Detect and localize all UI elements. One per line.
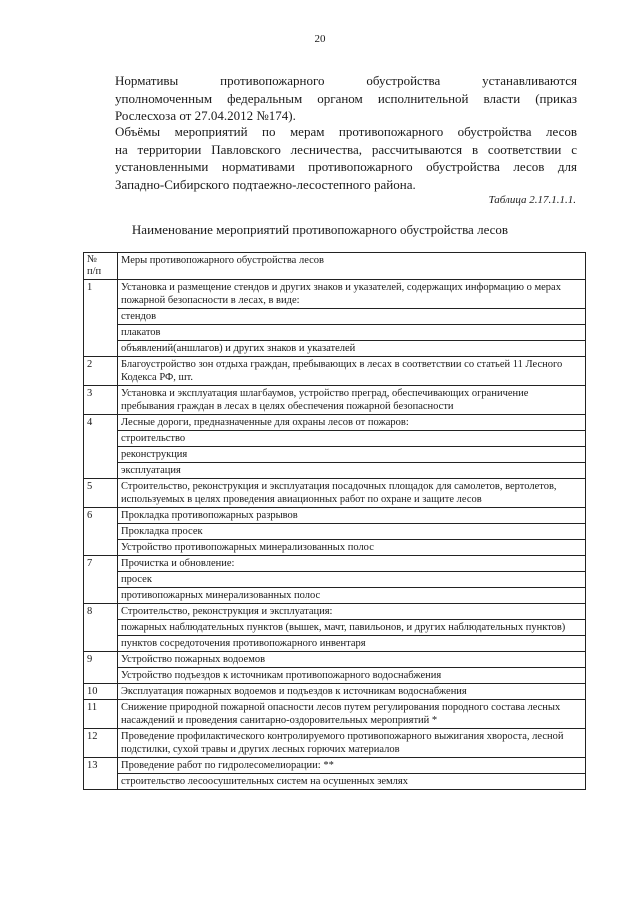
table-caption: Таблица 2.17.1.1.1. xyxy=(488,194,576,206)
paragraph-norms xyxy=(115,72,577,125)
measure-subitem-cell: реконструкция xyxy=(118,447,586,463)
table-row xyxy=(84,415,586,431)
measure-cell: Проведение работ по гидролесомелиорации: ** xyxy=(118,758,586,774)
measure-cell: Прокладка противопожарных разрывов xyxy=(118,508,586,524)
header-measure-cell: Меры противопожарного обустройства лесов xyxy=(118,253,586,280)
row-number-cell: 10 xyxy=(84,684,118,700)
table-row xyxy=(84,684,586,700)
table-header-row xyxy=(84,253,586,280)
table-subrow xyxy=(84,620,586,636)
table-subrow xyxy=(84,636,586,652)
row-number-cell: 7 xyxy=(84,556,118,604)
table-subrow xyxy=(84,588,586,604)
table-subrow xyxy=(84,463,586,479)
paragraph-norms-first-line: Нормативы противопожарного обустройства устанавливаются xyxy=(115,73,577,88)
measure-subitem-cell: Устройство противопожарных минерализованных полос xyxy=(118,540,586,556)
table-row xyxy=(84,556,586,572)
table-subrow xyxy=(84,540,586,556)
measure-subitem-cell: стендов xyxy=(118,309,586,325)
measure-cell: Установка и размещение стендов и других знаков и указателей, содержащих информацию о мерах пожарной безопасности в лесах, в виде: xyxy=(118,280,586,309)
table-row xyxy=(84,508,586,524)
measure-cell: Эксплуатация пожарных водоемов и подъездов к источникам водоснабжения xyxy=(118,684,586,700)
header-number-cell xyxy=(84,253,118,280)
measure-subitem-cell: пожарных наблюдательных пунктов (вышек, мачт, павильонов, и других наблюдательных пунктов) xyxy=(118,620,586,636)
row-number-cell: 6 xyxy=(84,508,118,556)
measure-subitem-cell: просек xyxy=(118,572,586,588)
header-number-line2: п/п xyxy=(87,266,102,277)
row-number-cell: 8 xyxy=(84,604,118,652)
paragraph-volumes xyxy=(115,123,577,193)
measure-cell: Благоустройство зон отдыха граждан, пребывающих в лесах в соответствии со статьей 11 Лесного Кодекса РФ, шт. xyxy=(118,357,586,386)
measure-cell: Строительство, реконструкция и эксплуатация посадочных площадок для самолетов, вертолетов, используемых в целях проведения авиационных работ по охране и защите лесов xyxy=(118,479,586,508)
paragraph-norms-rest: уполномоченным федеральным органом исполнительной власти (приказ Рослесхоза от 27.04.2012 №174). xyxy=(115,90,577,123)
table-row xyxy=(84,280,586,309)
table-subrow xyxy=(84,774,586,790)
row-number-cell: 9 xyxy=(84,652,118,684)
measure-subitem-cell: Прокладка просек xyxy=(118,524,586,540)
table-title: Наименование мероприятий противопожарного обустройства лесов xyxy=(131,222,509,237)
paragraph-volumes-rest: на территории Павловского лесничества, рассчитываются в соответствии с установленными нормативами противопожарного обустройства лесов для Западно-Сибирского подтаежно-лесостепного района. xyxy=(115,141,577,192)
row-number-cell: 12 xyxy=(84,729,118,758)
table-subrow xyxy=(84,325,586,341)
measure-subitem-cell: строительство лесоосушительных систем на осушенных землях xyxy=(118,774,586,790)
table-subrow xyxy=(84,431,586,447)
table-subrow xyxy=(84,341,586,357)
page-number: 20 xyxy=(314,33,326,45)
measure-cell: Установка и эксплуатация шлагбаумов, устройство преград, обеспечивающих ограничение пребывания граждан в лесах в целях обеспечения пожарной безопасности xyxy=(118,386,586,415)
row-number-cell: 1 xyxy=(84,280,118,357)
measure-cell: Строительство, реконструкция и эксплуатация: xyxy=(118,604,586,620)
measure-cell: Лесные дороги, предназначенные для охраны лесов от пожаров: xyxy=(118,415,586,431)
row-number-cell: 4 xyxy=(84,415,118,479)
measure-cell: Проведение профилактического контролируемого противопожарного выжигания хвороста, лесной подстилки, сухой травы и других лесных горючих материалов xyxy=(118,729,586,758)
table-subrow xyxy=(84,524,586,540)
table-row xyxy=(84,479,586,508)
measure-cell: Снижение природной пожарной опасности лесов путем регулирования породного состава лесных насаждений и проведения санитарно-оздоровительных мероприятий * xyxy=(118,700,586,729)
table-subrow xyxy=(84,572,586,588)
row-number-cell: 11 xyxy=(84,700,118,729)
table-row xyxy=(84,729,586,758)
table-row xyxy=(84,357,586,386)
measure-subitem-cell: противопожарных минерализованных полос xyxy=(118,588,586,604)
row-number-cell: 13 xyxy=(84,758,118,790)
measure-cell: Прочистка и обновление: xyxy=(118,556,586,572)
table-subrow xyxy=(84,668,586,684)
measure-subitem-cell: плакатов xyxy=(118,325,586,341)
table-row xyxy=(84,386,586,415)
table-subrow xyxy=(84,447,586,463)
measure-subitem-cell: объявлений(аншлагов) и других знаков и указателей xyxy=(118,341,586,357)
row-number-cell: 2 xyxy=(84,357,118,386)
row-number-cell: 3 xyxy=(84,386,118,415)
table-row xyxy=(84,652,586,668)
measure-subitem-cell: эксплуатация xyxy=(118,463,586,479)
row-number-cell: 5 xyxy=(84,479,118,508)
measure-subitem-cell: пунктов сосредоточения противопожарного инвентаря xyxy=(118,636,586,652)
paragraph-volumes-first-line: Объёмы мероприятий по мерам противопожарного обустройства лесов xyxy=(115,124,577,139)
measure-subitem-cell: строительство xyxy=(118,431,586,447)
header-number-line1: № xyxy=(87,254,98,265)
measures-table xyxy=(83,252,586,790)
table-row xyxy=(84,604,586,620)
measure-cell: Устройство пожарных водоемов xyxy=(118,652,586,668)
measure-subitem-cell: Устройство подъездов к источникам противопожарного водоснабжения xyxy=(118,668,586,684)
table-row xyxy=(84,758,586,774)
table-row xyxy=(84,700,586,729)
table-subrow xyxy=(84,309,586,325)
